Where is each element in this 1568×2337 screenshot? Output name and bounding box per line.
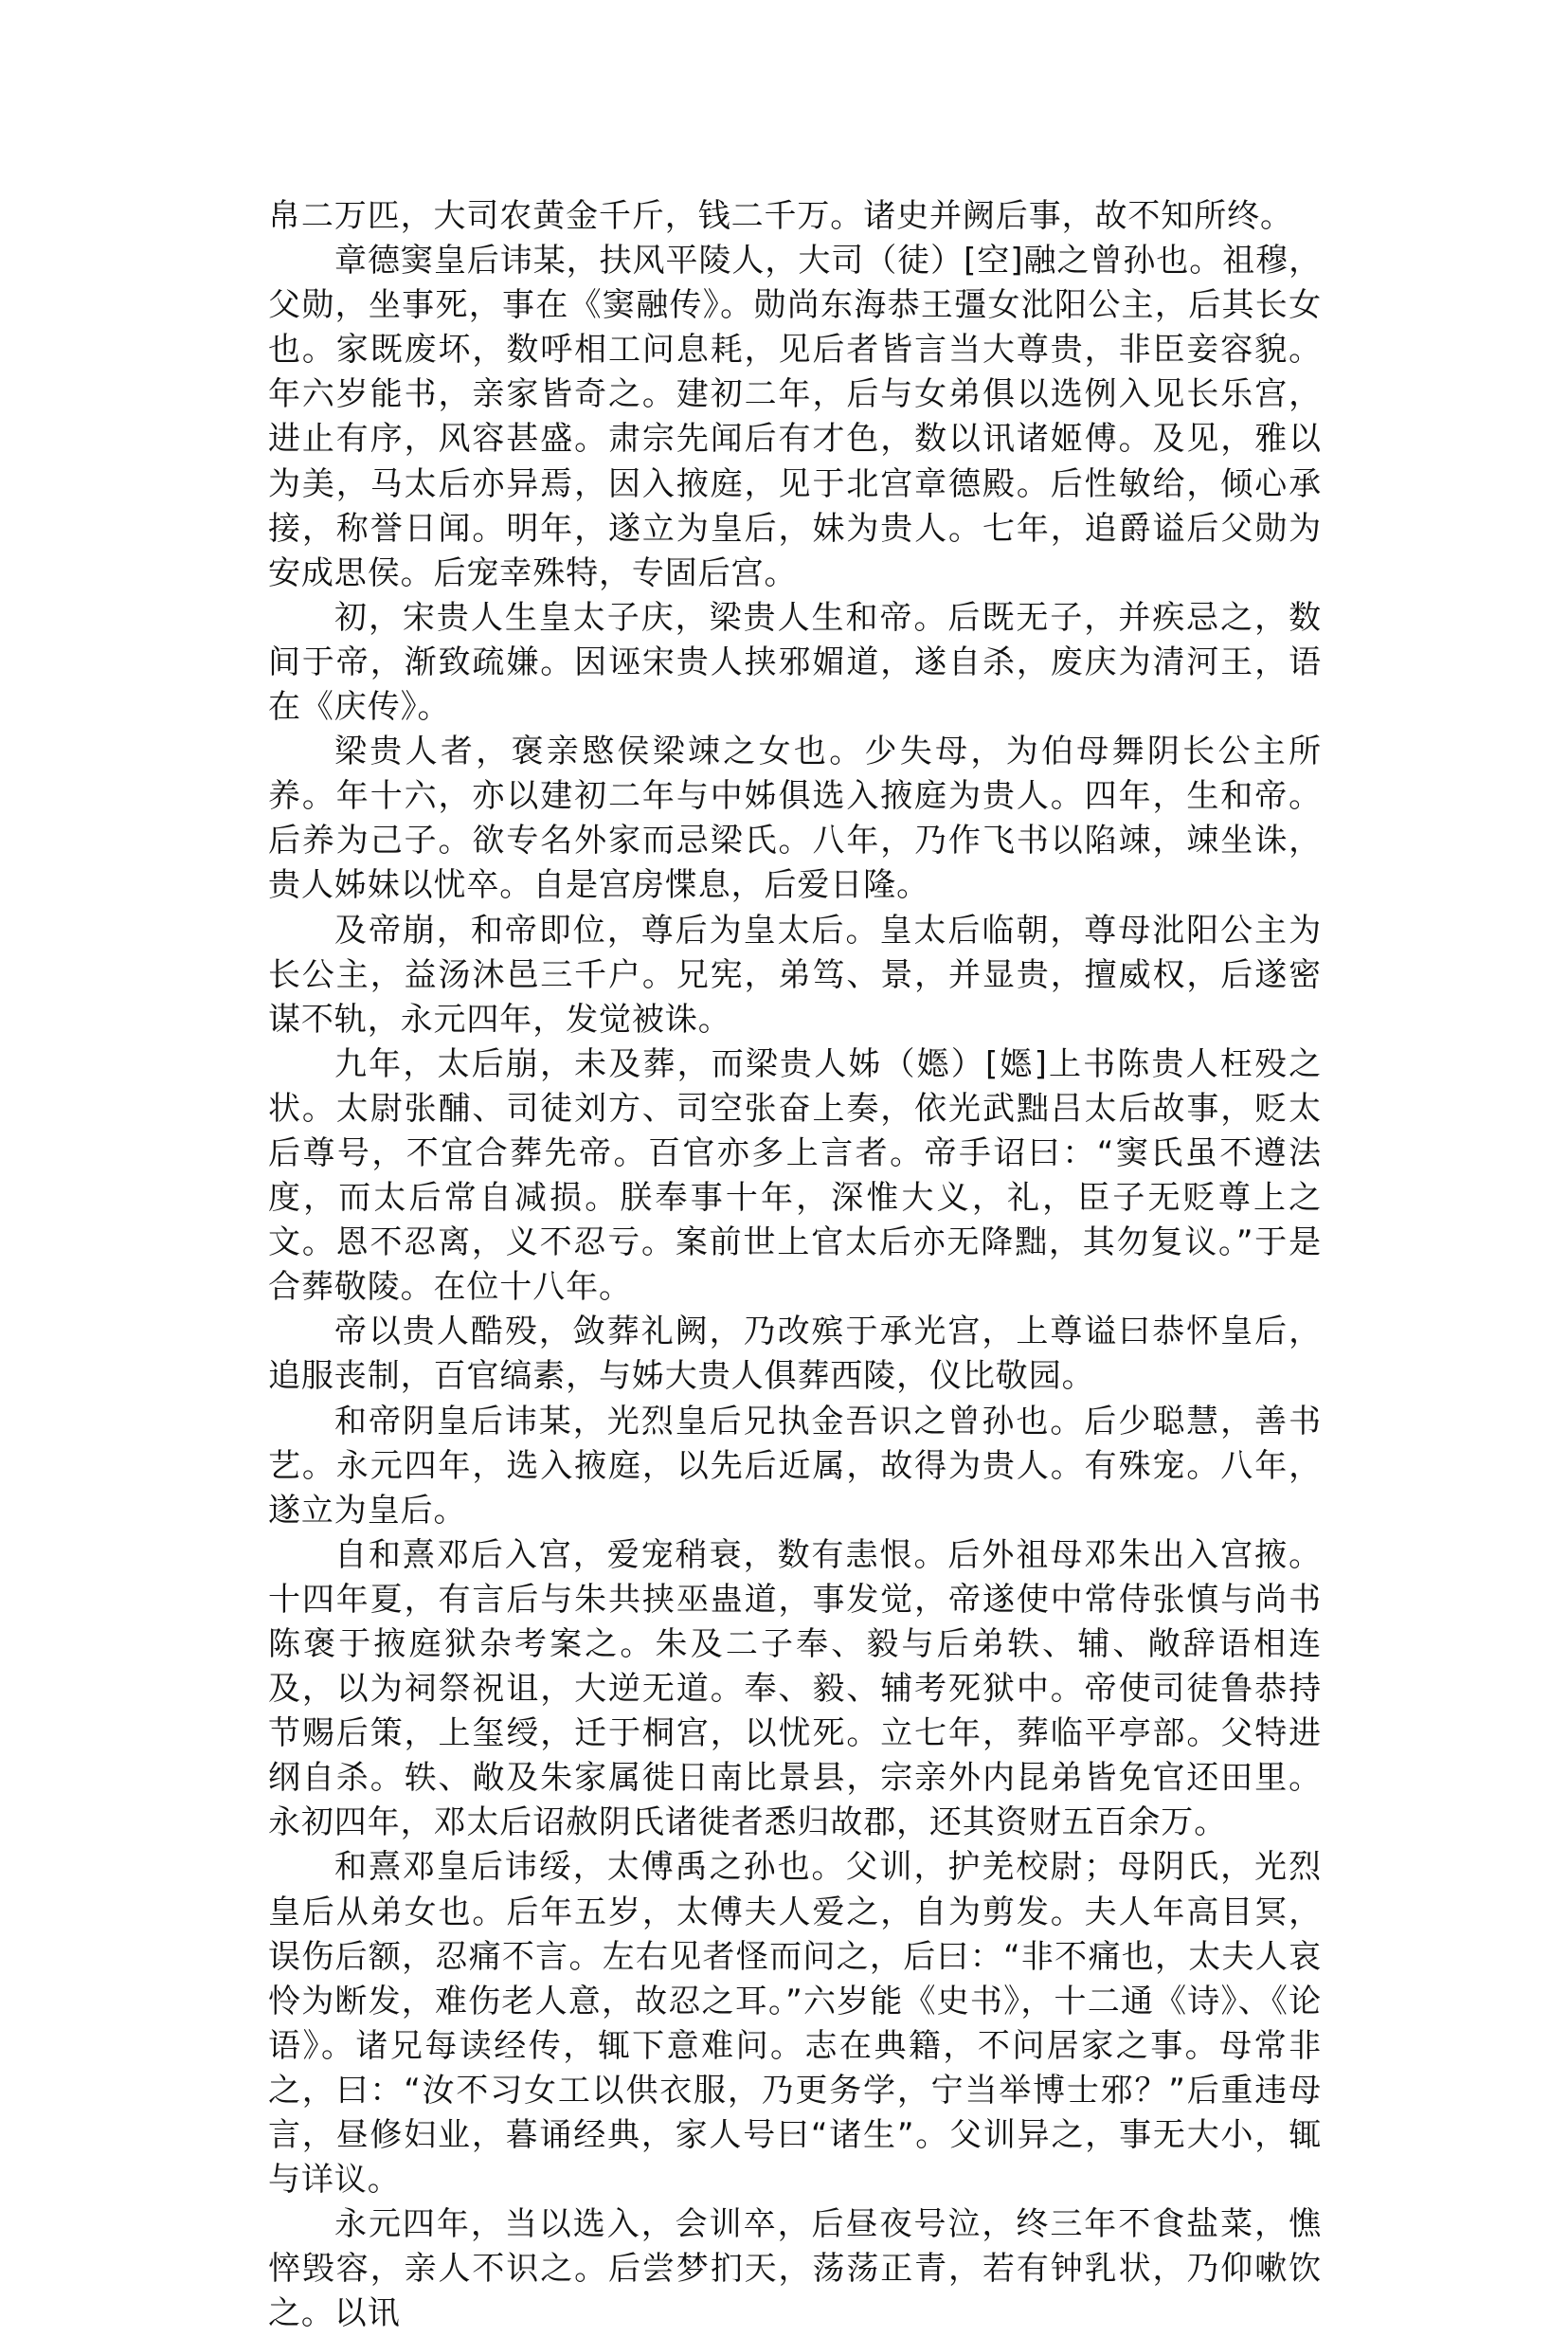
paragraph-7: 帝以贵人酷殁，敛葬礼阙，乃改殡于承光宫，上尊谥曰恭怀皇后，追服丧制，百官缟素，与姊大贵人俱葬西陵，仪比敬园。	[268, 1313, 1322, 1396]
paragraph-10: 和熹邓皇后讳绥，太傅禹之孙也。父训，护羌校尉；母阴氏，光烈皇后从弟女也。后年五岁，太傅夫人爱之，自为剪发。夫人年高目冥，误伤后额，忍痛不言。左右见者怪而问之，后曰：“非不痛也，太夫人哀怜为断发，难伤老人意，故忍之耳。”六岁能《史书》，十二通《诗》、《论语》。诸兄每读经传，辄下意难问。志在典籍，不问居家之事。母常非之，曰：“汝不习女工以供衣服，乃更务学，宁当举博士邪？”后重违母言，昼修妇业，暮诵经典，家人号曰“诸生”。父训异之，事无大小，辄与详议。	[268, 1848, 1322, 2200]
paragraph-5: 及帝崩，和帝即位，尊后为皇太后。皇太后临朝，尊母沘阳公主为长公主，益汤沐邑三千户。兄宪，弟笃、景，并显贵，擅威权，后遂密谋不轨，永元四年，发觉被诛。	[268, 911, 1322, 1039]
paragraph-3: 初，宋贵人生皇太子庆，梁贵人生和帝。后既无子，并疾忌之，数间于帝，渐致疏嫌。因诬宋贵人挟邪媚道，遂自杀，废庆为清河王，语在《庆传》。	[268, 598, 1322, 727]
paragraph-8: 和帝阴皇后讳某，光烈皇后兄执金吾识之曾孙也。后少聪慧，善书艺。永元四年，选入掖庭，以先后近属，故得为贵人。有殊宠。八年，遂立为皇后。	[268, 1402, 1322, 1530]
paragraph-6: 九年，太后崩，未及葬，而梁贵人姊（嫕）[嫕]上书陈贵人枉殁之状。太尉张酺、司徒刘方、司空张奋上奏，依光武黜吕太后故事，贬太后尊号，不宜合葬先帝。百官亦多上言者。帝手诏曰：“窦氏虽不遵法度，而太后常自减损。朕奉事十年，深惟大义，礼，臣子无贬尊上之文。恩不忍离，义不忍亏。案前世上官太后亦无降黜，其勿复议。”于是合葬敬陵。在位十八年。	[268, 1044, 1322, 1307]
paragraph-1: 帛二万匹，大司农黄金千斤，钱二千万。诸史并阙后事，故不知所终。	[268, 197, 1293, 235]
paragraph-9: 自和熹邓后入宫，爱宠稍衰，数有恚恨。后外祖母邓朱出入宫掖。十四年夏，有言后与朱共挟巫蛊道，事发觉，帝遂使中常侍张慎与尚书陈褒于掖庭狱杂考案之。朱及二子奉、毅与后弟轶、辅、敞辞语相连及，以为祠祭祝诅，大逆无道。奉、毅、辅考死狱中。帝使司徒鲁恭持节赐后策，上玺绶，迁于桐宫，以忧死。立七年，葬临平亭部。父特进纲自杀。轶、敞及朱家属徙日南比景县，宗亲外内昆弟皆免官还田里。永初四年，邓太后诏赦阴氏诸徙者悉归故郡，还其资财五百余万。	[268, 1535, 1322, 1842]
paragraph-2: 章德窦皇后讳某，扶风平陵人，大司（徒）[空]融之曾孙也。祖穆，父勋，坐事死，事在《窦融传》。勋尚东海恭王彊女沘阳公主，后其长女也。家既废坏，数呼相工问息耗，见后者皆言当大尊贵，非臣妾容貌。年六岁能书，亲家皆奇之。建初二年，后与女弟俱以选例入见长乐宫，进止有序，风容甚盛。肃宗先闻后有才色，数以讯诸姬傅。及见，雅以为美，马太后亦异焉，因入掖庭，见于北宫章德殿。后性敏给，倾心承接，称誉日闻。明年，遂立为皇后，妹为贵人。七年，追爵谥后父勋为安成思侯。后宠幸殊特，专固后宫。	[268, 242, 1322, 592]
paragraph-4: 梁贵人者，褒亲愍侯梁竦之女也。少失母，为伯母舞阴长公主所养。年十六，亦以建初二年与中姊俱选入掖庭为贵人。四年，生和帝。后养为己子。欲专名外家而忌梁氏。八年，乃作飞书以陷竦，竦坐诛，贵人姊妹以忧卒。自是宫房惵息，后爱日隆。	[268, 733, 1322, 905]
paragraph-11: 永元四年，当以选入，会训卒，后昼夜号泣，终三年不食盐菜，憔悴毁容，亲人不识之。后尝梦扪天，荡荡正青，若有钟乳状，乃仰嗽饮之。以讯	[268, 2205, 1322, 2333]
body-text	[268, 194, 1322, 2337]
